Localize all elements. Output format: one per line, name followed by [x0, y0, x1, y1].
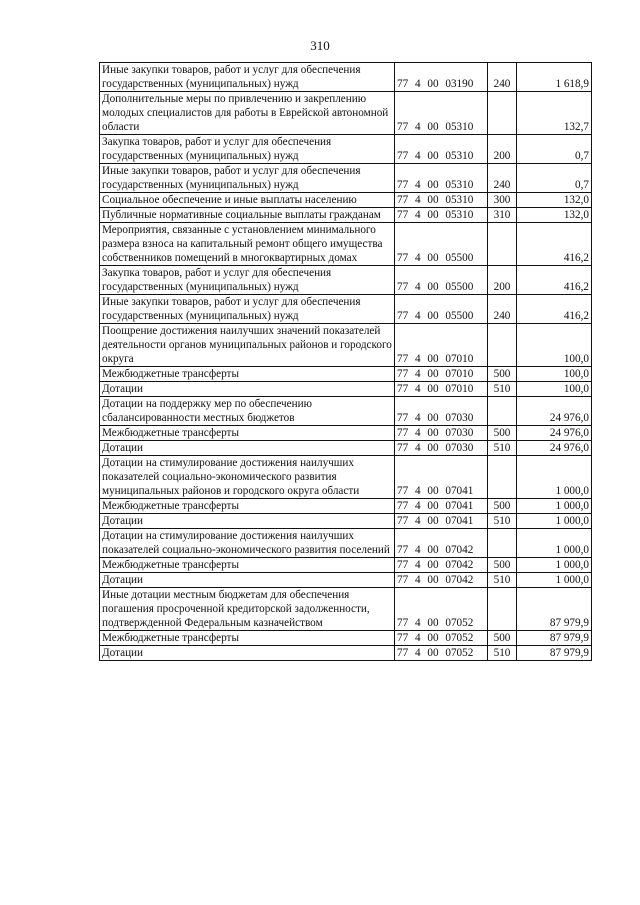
row-code-cell: 77 4 00 05310 [395, 164, 488, 193]
table-row [100, 164, 592, 193]
row-vr-cell: 500 [488, 367, 517, 382]
row-vr-cell [488, 92, 517, 135]
row-vr-cell: 500 [488, 426, 517, 441]
budget-table [99, 62, 592, 661]
row-code-cell: 77 4 00 07042 [395, 558, 488, 573]
table-row [100, 397, 592, 426]
table-row [100, 382, 592, 397]
row-vr-cell: 500 [488, 631, 517, 646]
row-name-cell: Мероприятия, связанные с установлением минимального размера взноса на капитальный ремонт общего имущества собственников помещений в многоквартирных домах [100, 223, 395, 266]
table-row [100, 588, 592, 631]
row-name-cell: Дотации на поддержку мер по обеспечению сбалансированности местных бюджетов [100, 397, 395, 426]
row-code-cell: 77 4 00 07052 [395, 646, 488, 661]
row-code-cell: 77 4 00 07052 [395, 631, 488, 646]
table-row [100, 324, 592, 367]
row-vr-cell: 500 [488, 558, 517, 573]
table-row [100, 193, 592, 208]
row-sum-cell: 0,7 [517, 164, 592, 193]
row-sum-cell: 100,0 [517, 324, 592, 367]
row-vr-cell [488, 397, 517, 426]
table-row [100, 266, 592, 295]
row-name-cell: Межбюджетные трансферты [100, 499, 395, 514]
row-name-cell: Иные дотации местным бюджетам для обеспечения погашения просроченной кредиторской задолженности, подтвержденной Федеральным казначейством [100, 588, 395, 631]
row-name-cell: Закупка товаров, работ и услуг для обеспечения государственных (муниципальных) нужд [100, 266, 395, 295]
table-row [100, 135, 592, 164]
table-row [100, 558, 592, 573]
budget-table-body [100, 63, 592, 661]
row-sum-cell: 1 618,9 [517, 63, 592, 92]
table-row [100, 529, 592, 558]
row-name-cell: Дополнительные меры по привлечению и закреплению молодых специалистов для работы в Еврейской автономной области [100, 92, 395, 135]
row-vr-cell: 240 [488, 164, 517, 193]
row-vr-cell: 510 [488, 514, 517, 529]
row-code-cell: 77 4 00 07042 [395, 529, 488, 558]
row-name-cell: Дотации [100, 646, 395, 661]
table-row [100, 499, 592, 514]
row-code-cell: 77 4 00 07030 [395, 397, 488, 426]
row-vr-cell: 510 [488, 646, 517, 661]
table-row [100, 367, 592, 382]
row-vr-cell [488, 223, 517, 266]
row-code-cell: 77 4 00 07010 [395, 324, 488, 367]
row-code-cell: 77 4 00 07030 [395, 426, 488, 441]
row-sum-cell: 132,0 [517, 208, 592, 223]
row-name-cell: Дотации [100, 382, 395, 397]
row-code-cell: 77 4 00 07042 [395, 573, 488, 588]
table-row [100, 63, 592, 92]
row-name-cell: Межбюджетные трансферты [100, 367, 395, 382]
table-row [100, 426, 592, 441]
row-vr-cell [488, 588, 517, 631]
row-code-cell: 77 4 00 07052 [395, 588, 488, 631]
row-name-cell: Дотации на стимулирование достижения наилучших показателей социально-экономического развития муниципальных районов и городского округа области [100, 456, 395, 499]
row-sum-cell: 24 976,0 [517, 426, 592, 441]
row-vr-cell: 300 [488, 193, 517, 208]
row-vr-cell: 200 [488, 135, 517, 164]
table-row [100, 208, 592, 223]
row-name-cell: Публичные нормативные социальные выплаты гражданам [100, 208, 395, 223]
row-name-cell: Межбюджетные трансферты [100, 426, 395, 441]
row-sum-cell: 1 000,0 [517, 499, 592, 514]
table-row [100, 456, 592, 499]
row-sum-cell: 1 000,0 [517, 529, 592, 558]
table-row [100, 223, 592, 266]
row-vr-cell: 510 [488, 382, 517, 397]
row-sum-cell: 416,2 [517, 223, 592, 266]
table-row [100, 441, 592, 456]
row-sum-cell: 87 979,9 [517, 631, 592, 646]
row-sum-cell: 87 979,9 [517, 588, 592, 631]
row-name-cell: Дотации [100, 573, 395, 588]
row-name-cell: Иные закупки товаров, работ и услуг для обеспечения государственных (муниципальных) нужд [100, 295, 395, 324]
row-sum-cell: 1 000,0 [517, 456, 592, 499]
row-sum-cell: 24 976,0 [517, 397, 592, 426]
row-sum-cell: 87 979,9 [517, 646, 592, 661]
row-sum-cell: 1 000,0 [517, 573, 592, 588]
row-sum-cell: 1 000,0 [517, 558, 592, 573]
row-vr-cell: 510 [488, 573, 517, 588]
row-vr-cell: 240 [488, 295, 517, 324]
row-code-cell: 77 4 00 07041 [395, 514, 488, 529]
row-code-cell: 77 4 00 05310 [395, 208, 488, 223]
row-sum-cell: 24 976,0 [517, 441, 592, 456]
table-row [100, 92, 592, 135]
table-row [100, 573, 592, 588]
row-name-cell: Дотации на стимулирование достижения наилучших показателей социально-экономического развития поселений [100, 529, 395, 558]
row-sum-cell: 0,7 [517, 135, 592, 164]
row-sum-cell: 1 000,0 [517, 514, 592, 529]
row-sum-cell: 416,2 [517, 295, 592, 324]
row-sum-cell: 100,0 [517, 382, 592, 397]
row-name-cell: Закупка товаров, работ и услуг для обеспечения государственных (муниципальных) нужд [100, 135, 395, 164]
row-code-cell: 77 4 00 07010 [395, 367, 488, 382]
row-name-cell: Межбюджетные трансферты [100, 631, 395, 646]
table-row [100, 631, 592, 646]
page-number: 310 [310, 38, 330, 53]
row-name-cell: Межбюджетные трансферты [100, 558, 395, 573]
row-code-cell: 77 4 00 07030 [395, 441, 488, 456]
row-vr-cell: 510 [488, 441, 517, 456]
row-vr-cell [488, 456, 517, 499]
row-sum-cell: 100,0 [517, 367, 592, 382]
row-code-cell: 77 4 00 05500 [395, 266, 488, 295]
row-code-cell: 77 4 00 07041 [395, 499, 488, 514]
row-vr-cell: 500 [488, 499, 517, 514]
table-row [100, 646, 592, 661]
row-name-cell: Поощрение достижения наилучших значений показателей деятельности органов муниципальных районов и городского округа [100, 324, 395, 367]
row-sum-cell: 132,7 [517, 92, 592, 135]
row-code-cell: 77 4 00 05500 [395, 295, 488, 324]
row-name-cell: Социальное обеспечение и иные выплаты населению [100, 193, 395, 208]
row-sum-cell: 132,0 [517, 193, 592, 208]
row-name-cell: Иные закупки товаров, работ и услуг для обеспечения государственных (муниципальных) нужд [100, 164, 395, 193]
row-code-cell: 77 4 00 07041 [395, 456, 488, 499]
row-vr-cell: 240 [488, 63, 517, 92]
row-vr-cell [488, 324, 517, 367]
row-code-cell: 77 4 00 05310 [395, 135, 488, 164]
row-code-cell: 77 4 00 05310 [395, 193, 488, 208]
row-vr-cell [488, 529, 517, 558]
row-sum-cell: 416,2 [517, 266, 592, 295]
row-code-cell: 77 4 00 05310 [395, 92, 488, 135]
row-vr-cell: 200 [488, 266, 517, 295]
row-vr-cell: 310 [488, 208, 517, 223]
row-code-cell: 77 4 00 07010 [395, 382, 488, 397]
row-name-cell: Иные закупки товаров, работ и услуг для обеспечения государственных (муниципальных) нужд [100, 63, 395, 92]
row-code-cell: 77 4 00 03190 [395, 63, 488, 92]
row-name-cell: Дотации [100, 441, 395, 456]
table-row [100, 514, 592, 529]
row-code-cell: 77 4 00 05500 [395, 223, 488, 266]
table-row [100, 295, 592, 324]
row-name-cell: Дотации [100, 514, 395, 529]
